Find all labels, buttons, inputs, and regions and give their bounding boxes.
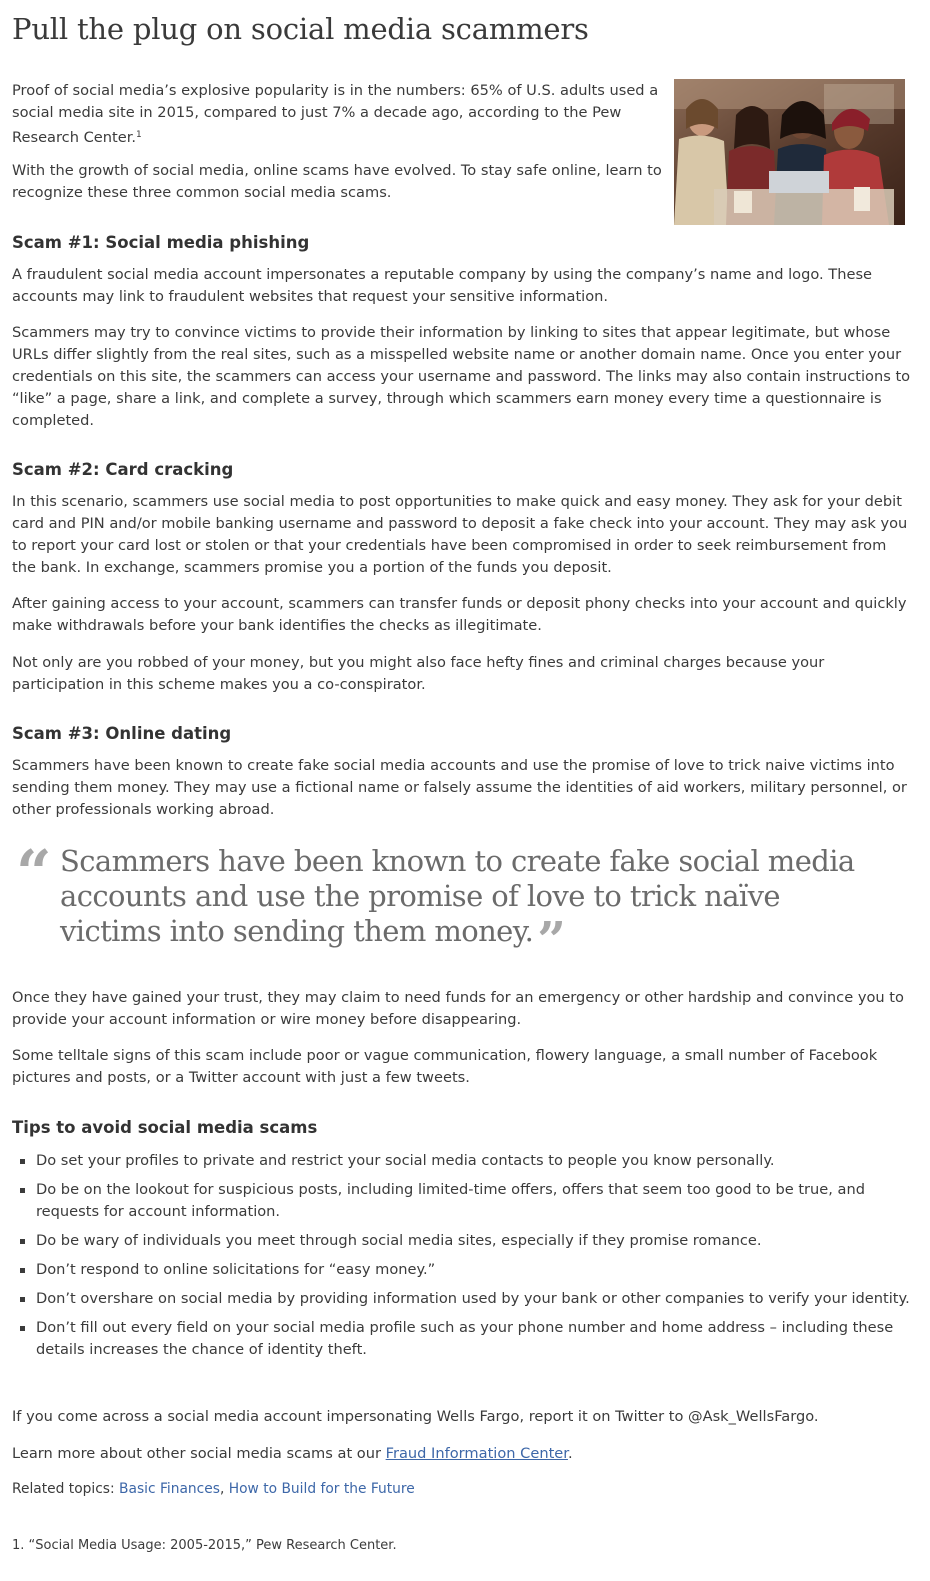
- footnote-marker: 1: [136, 130, 142, 140]
- related-link-basic-finances[interactable]: Basic Finances: [119, 1481, 220, 1497]
- related-separator: ,: [219, 1481, 229, 1497]
- list-item: [12, 1259, 912, 1281]
- scam3-paragraph-3: Some telltale signs of this scam include poor or vague communication, flowery language, a small number of Facebook pictures and posts, or a Twitter account with just a few tweets.: [12, 1047, 878, 1086]
- intro-paragraph-2: With the growth of social media, online scams have evolved. To stay safe online, learn to recognize these three common social media scams.: [12, 162, 662, 201]
- pull-quote-text-block: [60, 844, 860, 969]
- scam1-paragraph-2: Scammers may try to convince victims to provide their information by linking to sites that appear legitimate, but whose URLs differ slightly from the real sites, such as a misspelled website name or another domain name. Once you enter your credentials on this site, the scammers can access your username and password. The links may also contain instructions to “like” a page, share a link, and complete a survey, through which scammers earn money every time a questionnaire is completed.: [12, 324, 911, 429]
- report-paragraph: If you come across a social media account impersonating Wells Fargo, report it on Twitter to @Ask_WellsFargo.: [12, 1408, 819, 1425]
- tip-text: Do be wary of individuals you meet through social media sites, especially if they promise romance.: [36, 1232, 762, 1249]
- intro-paragraph-1-text: Proof of social media’s explosive popularity is in the numbers: 65% of U.S. adults used a social media site in 2015, compared to just 7% a decade ago, according to the Pew Research Center.: [12, 82, 659, 146]
- fraud-information-center-link[interactable]: Fraud Information Center: [385, 1445, 568, 1462]
- tip-text: Do set your profiles to private and restrict your social media contacts to people you know personally.: [36, 1152, 775, 1169]
- related-topics: [12, 1478, 415, 1500]
- tip-text: Do be on the lookout for suspicious posts, including limited-time offers, offers that seem too good to be true, and requests for account information.: [36, 1181, 866, 1220]
- page-title: Pull the plug on social media scammers: [12, 12, 589, 46]
- friends-photo-illustration: [674, 79, 905, 225]
- scam1-paragraph-1: A fraudulent social media account impersonates a reputable company by using the company’s name and logo. These accounts may link to fraudulent websites that request your sensitive information.: [12, 266, 873, 305]
- footnote: 1. “Social Media Usage: 2005-2015,” Pew Research Center.: [12, 1538, 397, 1553]
- learn-more-paragraph: [12, 1443, 912, 1465]
- related-topics-label: Related topics:: [12, 1481, 120, 1497]
- list-item: [12, 1288, 912, 1310]
- friends-photo: [674, 79, 905, 225]
- tip-text: Don’t fill out every field on your social media profile such as your phone number and home address – including these details increases the chance of identity theft.: [36, 1319, 894, 1358]
- close-quote-icon: ”: [537, 910, 566, 969]
- scam2-paragraph-2: After gaining access to your account, scammers can transfer funds or deposit phony checks into your account and quickly make withdrawals before your bank identifies the checks as illegitimate.: [12, 595, 907, 634]
- tips-heading: Tips to avoid social media scams: [12, 1118, 318, 1137]
- scam1-heading: Scam #1: Social media phishing: [12, 233, 310, 252]
- list-item: [12, 1150, 912, 1172]
- bullet-icon: [20, 1297, 25, 1302]
- tip-text: Don’t overshare on social media by providing information used by your bank or other companies to verify your identity.: [36, 1290, 910, 1307]
- scam3-paragraph-2: Once they have gained your trust, they may claim to need funds for an emergency or other hardship and convince you to provide your account information or wire money before disappearing.: [12, 989, 904, 1028]
- intro-paragraph-1: [12, 80, 662, 149]
- list-item: [12, 1179, 912, 1223]
- scam2-paragraph-3: Not only are you robbed of your money, but you might also face hefty fines and criminal charges because your participation in this scheme makes you a co-conspirator.: [12, 654, 825, 693]
- bullet-icon: [20, 1239, 25, 1244]
- list-item: [12, 1230, 912, 1252]
- scam2-heading: Scam #2: Card cracking: [12, 460, 234, 479]
- learn-more-prefix: Learn more about other social media scams at our: [12, 1445, 386, 1462]
- pull-quote-text: Scammers have been known to create fake social media accounts and use the promise of love to trick naïve victims into sending them money.: [60, 844, 855, 948]
- tips-list: [12, 1150, 912, 1368]
- scam3-heading: Scam #3: Online dating: [12, 724, 232, 743]
- open-quote-icon: “: [16, 836, 52, 909]
- learn-more-suffix: .: [567, 1445, 573, 1462]
- scam2-paragraph-1: In this scenario, scammers use social media to post opportunities to make quick and easy money. They ask for your debit card and PIN and/or mobile banking username and password to deposit a fake check into your account. They may ask you to report your card lost or stolen or that your credentials have been compromised in order to seek reimbursement from the bank. In exchange, scammers promise you a portion of the funds you deposit.: [12, 493, 908, 576]
- bullet-icon: [20, 1326, 25, 1331]
- scam3-paragraph-1: Scammers have been known to create fake social media accounts and use the promise of love to trick naive victims into sending them money. They may use a fictional name or falsely assume the identities of aid workers, military personnel, or other professionals working abroad.: [12, 757, 907, 818]
- bullet-icon: [20, 1159, 25, 1164]
- bullet-icon: [20, 1188, 25, 1193]
- bullet-icon: [20, 1268, 25, 1273]
- tip-text: Don’t respond to online solicitations for “easy money.”: [36, 1261, 436, 1278]
- list-item: [12, 1317, 912, 1361]
- related-link-build-future[interactable]: How to Build for the Future: [228, 1481, 415, 1497]
